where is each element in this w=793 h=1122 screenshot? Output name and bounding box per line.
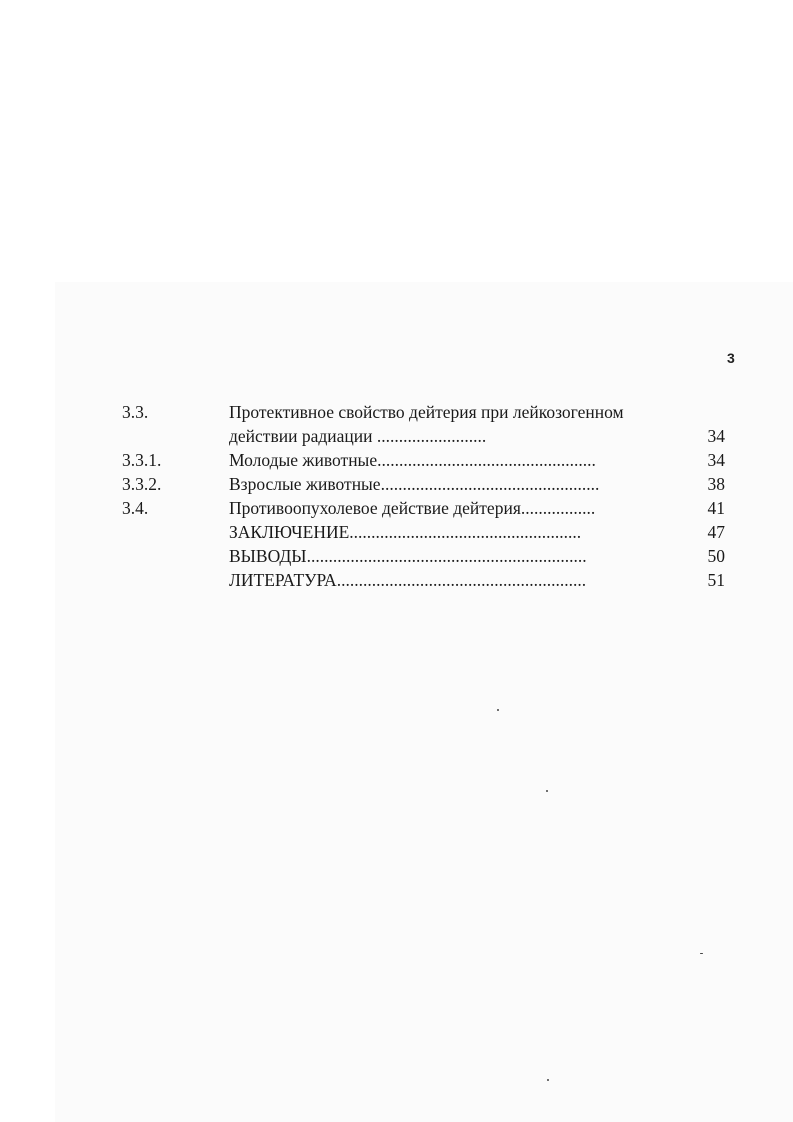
toc-entry-title [229,424,486,448]
toc-entry-title [229,448,596,472]
toc-entry-title [229,520,581,544]
toc-entry [0,424,793,448]
toc-entry-page: 34 [707,426,725,446]
toc-entry [0,544,793,568]
toc-leader-dots: .................................................. [377,450,596,470]
toc-entry-number: 3.4. [122,498,149,518]
toc-entry-title [229,568,586,592]
toc-entry-title-text: Молодые животные [229,450,378,470]
toc-entry-number: 3.3.2. [122,474,162,494]
toc-entry-page: 50 [707,546,725,566]
scan-speck [546,790,548,792]
toc-entry-title [229,472,599,496]
toc-entry-page: 47 [707,522,725,542]
toc-leader-dots: .................................................. [380,474,600,494]
toc-leader-dots: ......................................................... [336,570,587,590]
toc-entry-page: 41 [707,498,725,518]
toc-entry-title [229,400,624,424]
toc-entry-title-text: ВЫВОДЫ [229,546,307,566]
toc-entry-title-text: Взрослые животные [229,474,381,494]
toc-entry-page: 38 [707,474,725,494]
toc-entry-title-text: Протективное свойство дейтерия при лейкозогенном [229,402,624,422]
toc-entry [0,520,793,544]
toc-entry-number: 3.3.1. [122,450,162,470]
table-of-contents [0,400,793,592]
toc-leader-dots: ................. [520,498,596,518]
toc-entry [0,496,793,520]
toc-entry-title [229,544,587,568]
toc-entry-number: 3.3. [122,402,149,422]
toc-entry-title-text: действии радиации [229,426,373,446]
toc-entry-title-text: ЗАКЛЮЧЕНИЕ [229,522,350,542]
toc-entry [0,400,793,424]
scan-speck [700,953,703,954]
toc-entry-title-text: Противоопухолевое действие дейтерия [229,498,521,518]
toc-entry [0,472,793,496]
toc-entry [0,448,793,472]
scan-speck [497,709,499,711]
toc-entry-title [229,496,595,520]
page-number: 3 [727,350,735,366]
toc-entry-page: 34 [707,450,725,470]
scan-speck [547,1079,549,1081]
toc-leader-dots: ......................... [372,426,487,446]
toc-entry-title-text: ЛИТЕРАТУРА [229,570,337,590]
toc-leader-dots: ..................................................... [349,522,582,542]
toc-entry [0,568,793,592]
toc-entry-page: 51 [707,570,725,590]
toc-leader-dots: ................................................................ [306,546,587,566]
